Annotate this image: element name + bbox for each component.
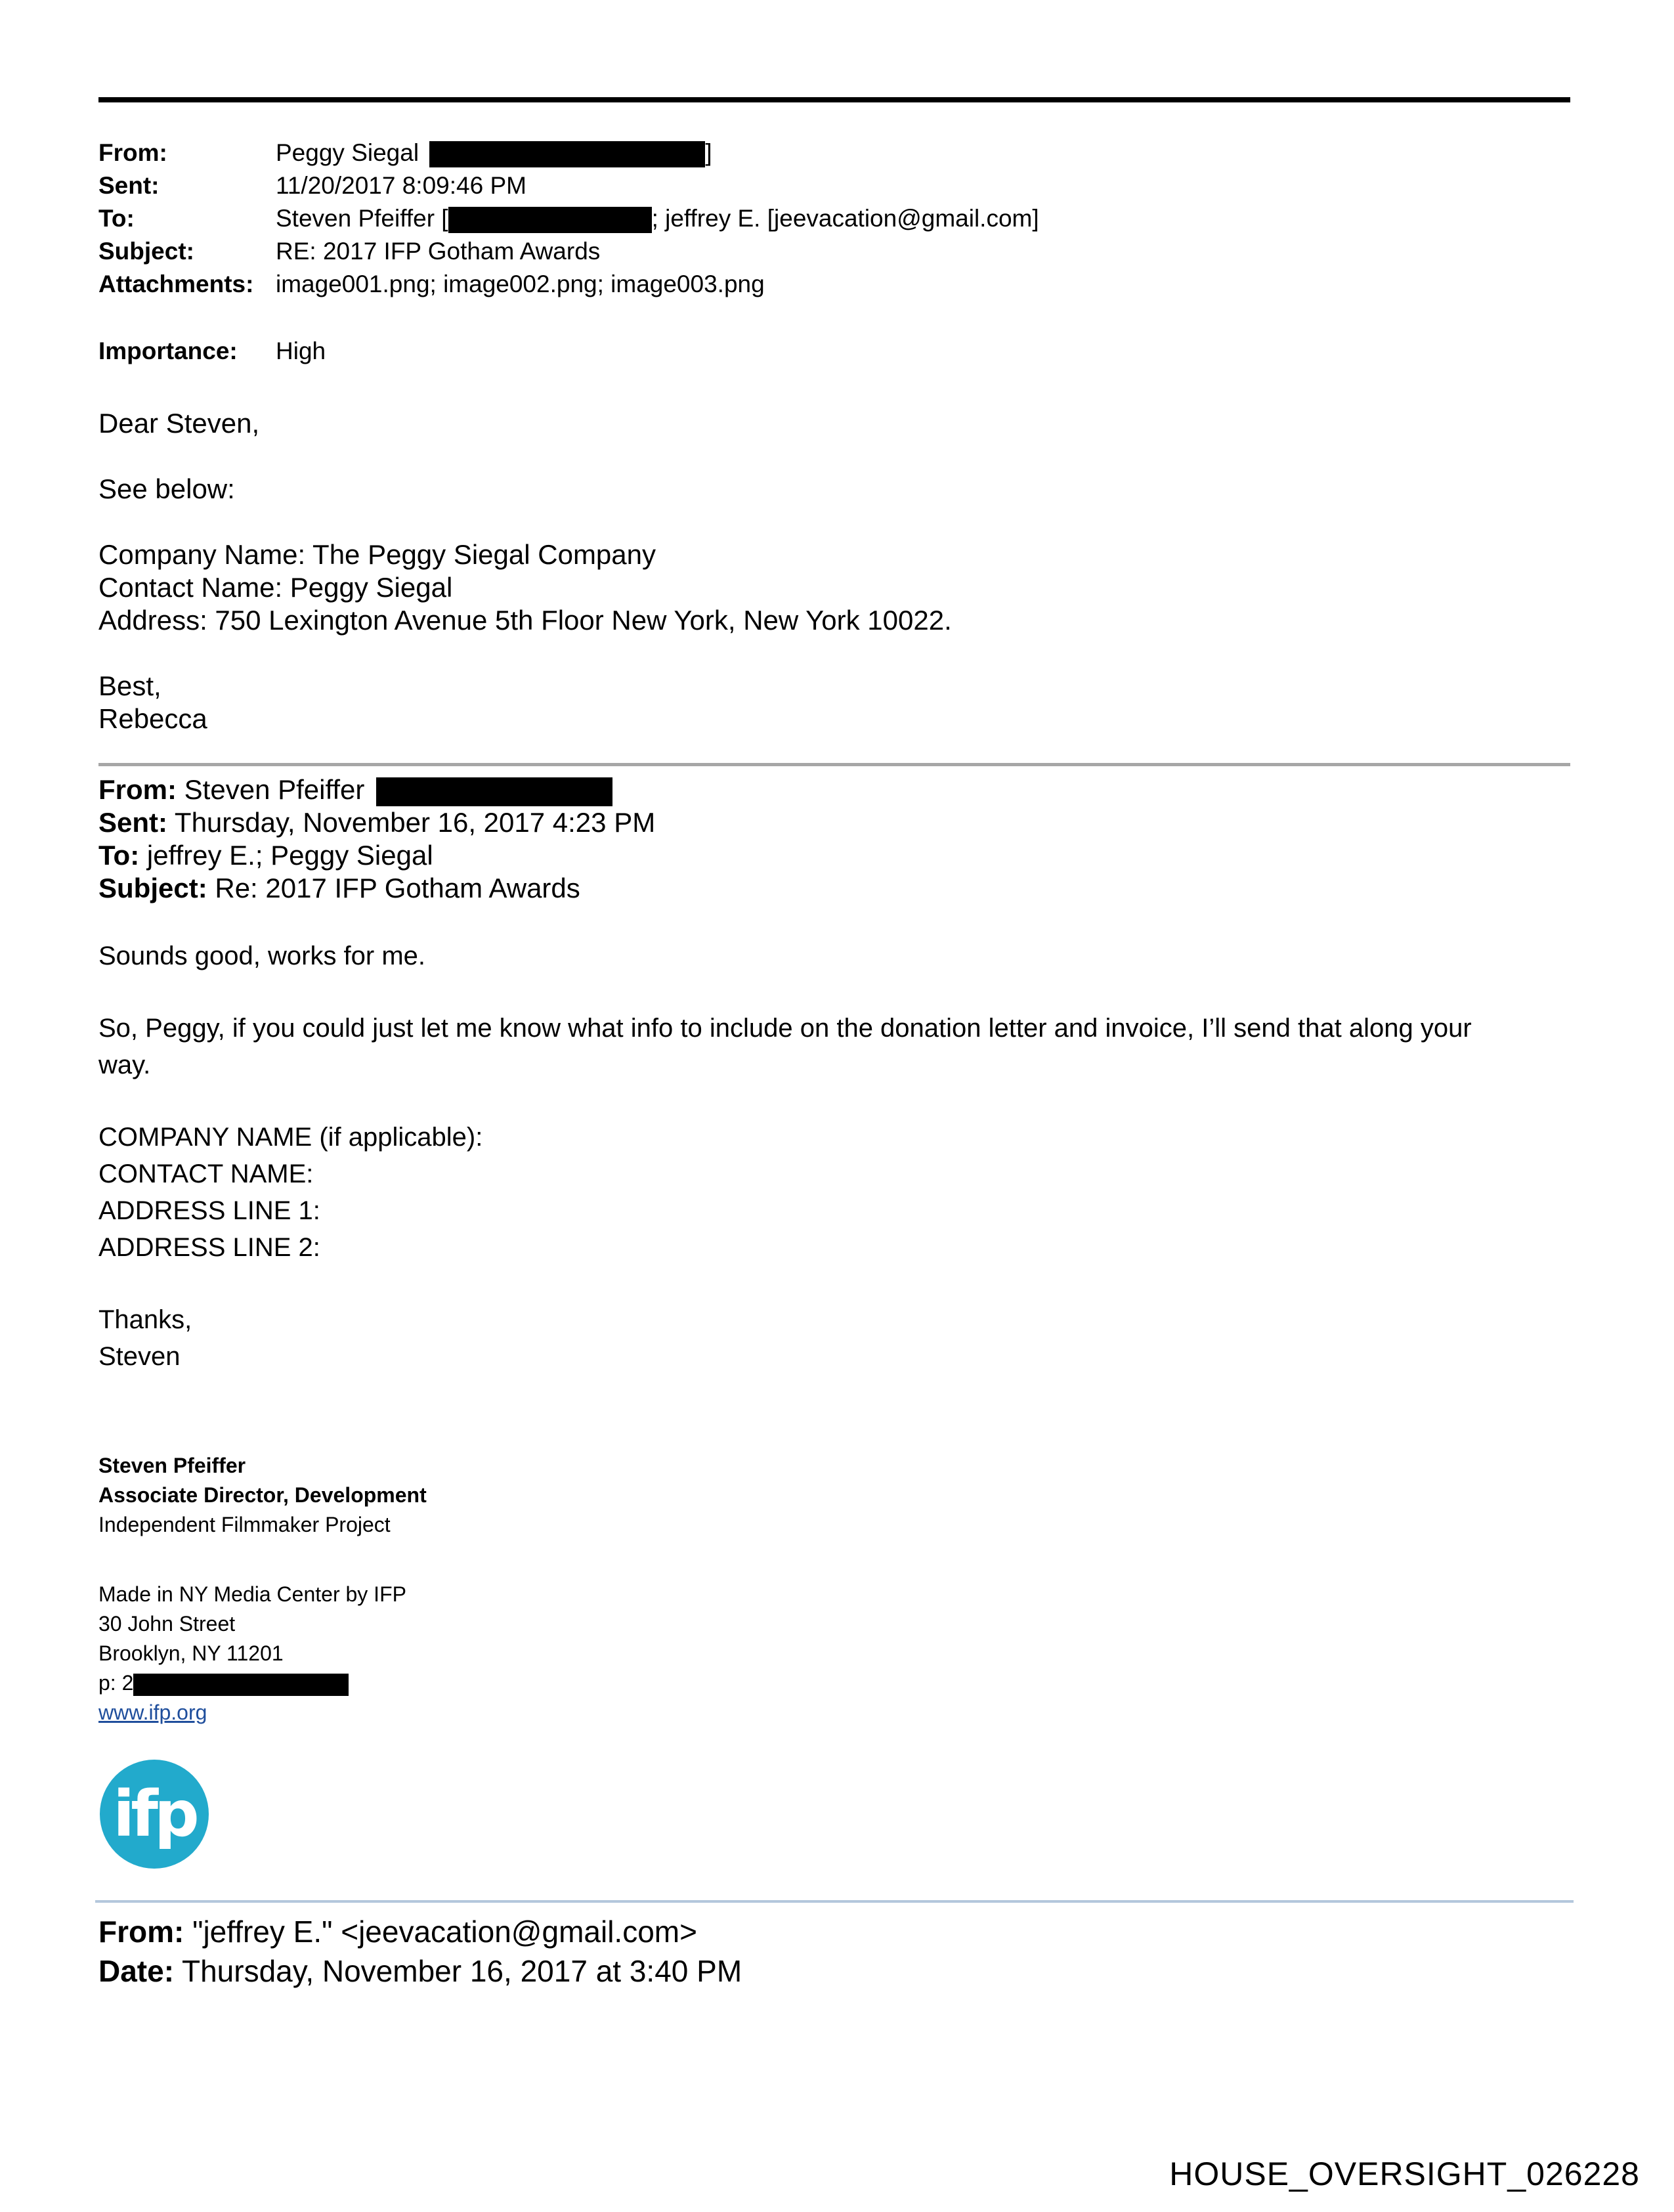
to-value <box>276 204 1039 233</box>
company-line: Company Name: The Peggy Siegal Company <box>98 539 656 570</box>
sig-org: Independent Filmmaker Project <box>98 1513 391 1536</box>
redaction-box <box>376 777 612 806</box>
from-name: Peggy Siegal <box>276 139 419 166</box>
closing: Best, <box>98 670 161 701</box>
quoted-line-2a: So, Peggy, if you could just let me know what info to include on the donation letter and invoice, I’ll send that along your <box>98 1014 1472 1043</box>
sig-phone <box>98 1668 349 1698</box>
field-company: COMPANY NAME (if applicable): <box>98 1123 483 1152</box>
redaction-box <box>133 1674 349 1696</box>
quoted-from-value: Steven Pfeiffer <box>184 774 365 805</box>
signer: Rebecca <box>98 703 207 734</box>
from-bracket: ] <box>705 139 712 166</box>
ifp-logo: ifp <box>100 1760 209 1869</box>
sent-value: 11/20/2017 8:09:46 PM <box>276 172 526 199</box>
bates-number: HOUSE_OVERSIGHT_026228 <box>1169 2156 1640 2192</box>
quoted-to-label: To: <box>98 840 140 871</box>
to-label: To: <box>98 205 135 232</box>
sig-title: Associate Director, Development <box>98 1483 427 1507</box>
quoted-line-1: Sounds good, works for me. <box>98 942 426 970</box>
redaction-box <box>429 141 705 167</box>
subject-value: RE: 2017 IFP Gotham Awards <box>276 238 601 265</box>
quoted-to-value: jeffrey E.; Peggy Siegal <box>146 840 433 871</box>
to-prefix: Steven Pfeiffer [ <box>276 205 448 232</box>
redaction-box <box>448 207 652 233</box>
quoted-subject-value: Re: 2017 IFP Gotham Awards <box>215 873 580 903</box>
quoted-line-2b: way. <box>98 1051 151 1079</box>
from-label: From: <box>98 139 167 166</box>
top-rule <box>98 97 1570 102</box>
fwd-date-value: Thursday, November 16, 2017 at 3:40 PM <box>181 1954 742 1988</box>
fwd-from-label: From: <box>98 1915 184 1949</box>
quoted-from-label: From: <box>98 774 177 805</box>
fwd-from <box>98 1912 697 1951</box>
subject-label: Subject: <box>98 238 194 265</box>
greeting: Dear Steven, <box>98 408 260 439</box>
importance-label: Importance: <box>98 337 238 364</box>
see-below: See below: <box>98 473 235 504</box>
sent-label: Sent: <box>98 172 160 199</box>
quoted-sent <box>98 806 655 839</box>
sig-street: 30 John Street <box>98 1612 236 1636</box>
sig-venue: Made in NY Media Center by IFP <box>98 1582 406 1606</box>
forward-divider <box>95 1900 1574 1903</box>
from-value <box>276 139 712 167</box>
to-suffix: ; jeffrey E. [jeevacation@gmail.com] <box>651 205 1039 232</box>
address-line: Address: 750 Lexington Avenue 5th Floor New York, New York 10022. <box>98 605 952 636</box>
field-address-2: ADDRESS LINE 2: <box>98 1233 320 1262</box>
attachments-value: image001.png; image002.png; image003.png <box>276 271 765 297</box>
quoted-subject <box>98 872 580 905</box>
importance-value: High <box>276 337 326 364</box>
sig-website-link[interactable]: www.ifp.org <box>98 1701 207 1724</box>
quoted-from <box>98 773 612 806</box>
fwd-from-value: "jeffrey E." <jeevacation@gmail.com> <box>192 1915 697 1949</box>
quoted-name: Steven <box>98 1342 181 1371</box>
quoted-subject-label: Subject: <box>98 873 207 903</box>
quoted-sent-value: Thursday, November 16, 2017 4:23 PM <box>174 807 656 838</box>
sig-city: Brooklyn, NY 11201 <box>98 1641 284 1665</box>
attachments-label: Attachments: <box>98 271 254 297</box>
fwd-date <box>98 1951 742 1991</box>
sig-phone-prefix: p: 2 <box>98 1671 134 1695</box>
field-address-1: ADDRESS LINE 1: <box>98 1196 320 1225</box>
quoted-thanks: Thanks, <box>98 1305 192 1334</box>
contact-line: Contact Name: Peggy Siegal <box>98 572 453 603</box>
quoted-to <box>98 839 433 872</box>
quoted-sent-label: Sent: <box>98 807 167 838</box>
sig-name: Steven Pfeiffer <box>98 1454 246 1477</box>
field-contact: CONTACT NAME: <box>98 1160 314 1188</box>
quote-divider <box>98 763 1570 766</box>
fwd-date-label: Date: <box>98 1954 175 1988</box>
